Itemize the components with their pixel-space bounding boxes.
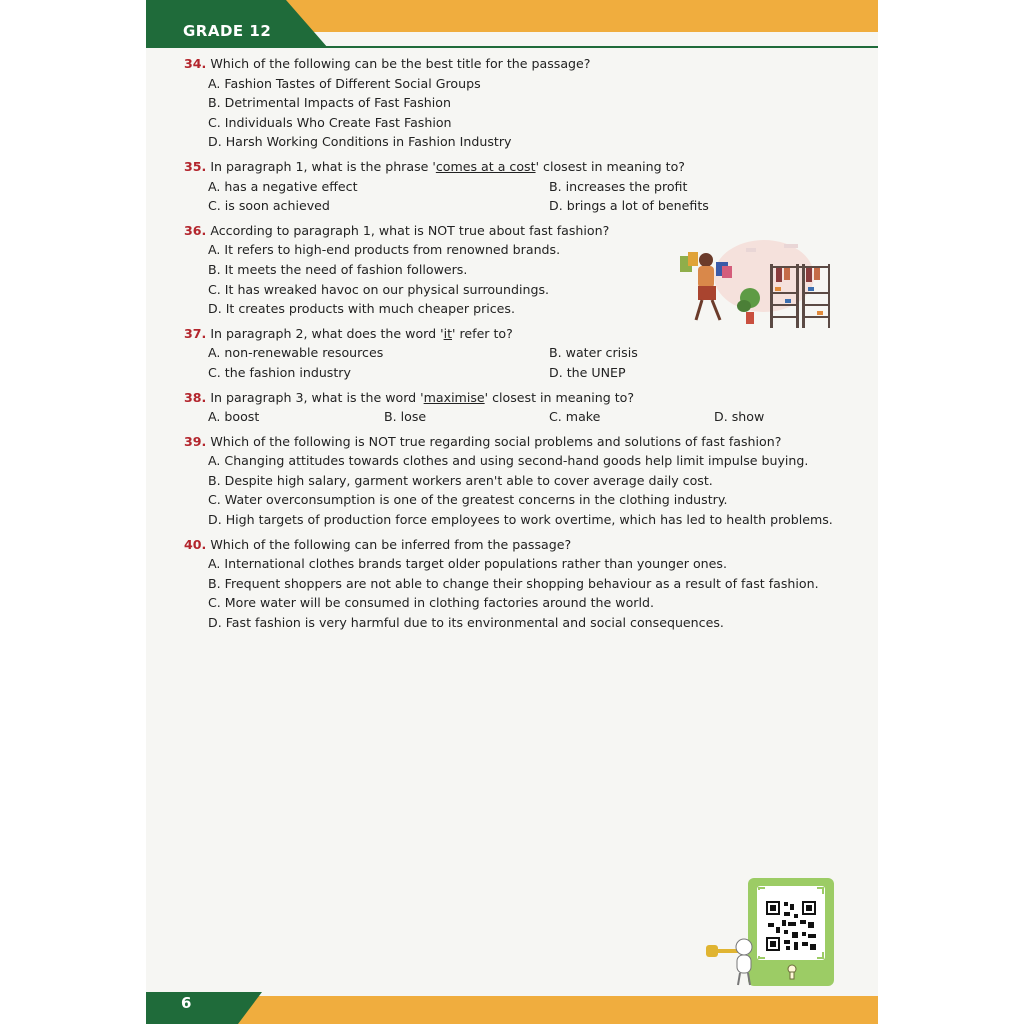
question-text-after: ' closest in meaning to? — [484, 389, 635, 405]
option-d: D. the UNEP — [549, 364, 626, 380]
question-stem — [184, 388, 844, 408]
question-35 — [184, 157, 844, 216]
worksheet-page — [146, 0, 878, 1024]
question-number: 37. — [184, 325, 207, 341]
question-stem — [184, 535, 844, 555]
lock-icon — [786, 964, 798, 980]
option-b: B. Detrimental Impacts of Fast Fashion — [208, 95, 451, 111]
option-b: B. increases the profit — [549, 178, 688, 194]
option-a: A. non-renewable resources — [208, 345, 384, 361]
question-number: 38. — [184, 389, 207, 405]
shopping-woman-illustration — [654, 236, 830, 332]
qr-frame — [757, 886, 825, 960]
option-c: C. Water overconsumption is one of the greatest concerns in the clothing industry. — [208, 492, 728, 508]
question-stem — [184, 54, 844, 74]
question-text-after: ' closest in meaning to? — [535, 158, 685, 174]
option-d: D. show — [714, 409, 765, 425]
option-a: A. It refers to high-end products from renowned brands. — [208, 242, 561, 258]
question-37 — [184, 324, 844, 383]
question-text: Which of the following is NOT true regarding social problems and solutions of fast fashion? — [210, 433, 782, 449]
questions-section — [184, 54, 844, 638]
option-b: B. It meets the need of fashion followers. — [208, 261, 468, 277]
option-a: A. Fashion Tastes of Different Social Groups — [208, 75, 481, 91]
option-b: B. Despite high salary, garment workers aren't able to cover average daily cost. — [208, 472, 713, 488]
question-text-before: In paragraph 1, what is the phrase ' — [210, 158, 436, 174]
option-b: B. Frequent shoppers are not able to change their shopping behaviour as a result of fast fashion. — [208, 575, 819, 591]
question-text-before: In paragraph 3, what is the word ' — [210, 389, 424, 405]
question-text-before: In paragraph 2, what does the word ' — [210, 325, 444, 341]
grade-label: GRADE 12 — [183, 22, 272, 40]
option-d: D. brings a lot of benefits — [549, 198, 709, 214]
option-b: B. water crisis — [549, 345, 638, 361]
option-d: D. Harsh Working Conditions in Fashion Industry — [208, 134, 512, 150]
qr-code-icon — [757, 886, 825, 960]
question-text: Which of the following can be inferred from the passage? — [210, 536, 572, 552]
question-number: 39. — [184, 433, 207, 449]
question-number: 35. — [184, 158, 207, 174]
question-number: 34. — [184, 56, 207, 71]
option-a: A. International clothes brands target older populations rather than younger ones. — [208, 556, 727, 572]
question-stem — [184, 157, 844, 177]
option-d: D. It creates products with much cheaper prices. — [208, 301, 515, 317]
option-c: C. Individuals Who Create Fast Fashion — [208, 114, 452, 130]
question-stem — [184, 432, 844, 452]
question-text: Which of the following can be the best title for the passage? — [210, 56, 591, 71]
option-a: A. has a negative effect — [208, 178, 358, 194]
underlined-phrase: comes at a cost — [435, 158, 536, 174]
option-c: C. More water will be consumed in clothing factories around the world. — [208, 595, 654, 611]
header-rule — [146, 46, 878, 48]
option-c: C. make — [549, 409, 601, 425]
option-c: C. is soon achieved — [208, 198, 330, 214]
key-mascot-icon — [706, 935, 762, 987]
question-text: According to paragraph 1, what is NOT true about fast fashion? — [210, 222, 610, 238]
option-b: B. lose — [384, 409, 427, 425]
question-39 — [184, 432, 844, 530]
question-number: 40. — [184, 536, 207, 552]
option-d: D. High targets of production force employees to work overtime, which has led to health problems. — [208, 512, 833, 528]
underlined-word: it — [443, 325, 453, 341]
question-number: 36. — [184, 222, 207, 238]
option-d: D. Fast fashion is very harmful due to its environmental and social consequences. — [208, 615, 724, 631]
option-a: A. boost — [208, 409, 260, 425]
option-a: A. Changing attitudes towards clothes and using second-hand goods help limit impulse buying. — [208, 453, 809, 469]
option-c: C. the fashion industry — [208, 364, 351, 380]
page-number: 6 — [181, 994, 192, 1012]
question-text-after: ' refer to? — [452, 325, 513, 341]
question-40 — [184, 535, 844, 633]
option-c: C. It has wreaked havoc on our physical surroundings. — [208, 281, 550, 297]
question-34 — [184, 54, 844, 152]
underlined-word: maximise — [423, 389, 485, 405]
question-38 — [184, 388, 844, 427]
